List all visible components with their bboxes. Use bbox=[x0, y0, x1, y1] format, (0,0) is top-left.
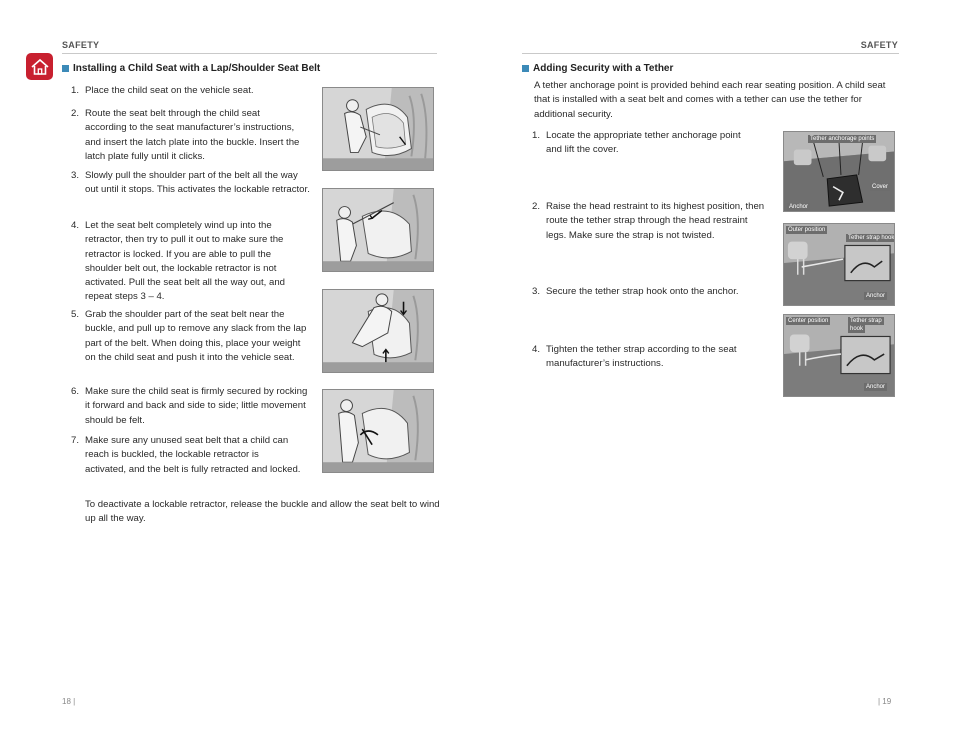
step-item bbox=[71, 84, 316, 98]
square-bullet-icon bbox=[62, 65, 69, 72]
callout-center-position: Center position bbox=[788, 318, 829, 324]
step-item bbox=[71, 308, 311, 365]
callout-anchorage-points: Tether anchorage points bbox=[810, 136, 875, 142]
step-item bbox=[532, 343, 762, 372]
step-number: 7. bbox=[71, 435, 80, 446]
step-item bbox=[71, 107, 301, 164]
callout-anchor: Anchor bbox=[866, 384, 886, 390]
step-number: 2. bbox=[71, 108, 80, 119]
rock-seat-illustration bbox=[322, 389, 434, 473]
heading-text: Adding Security with a Tether bbox=[533, 63, 674, 74]
right-page bbox=[480, 0, 960, 750]
step-item bbox=[532, 200, 767, 243]
step-number: 3. bbox=[532, 286, 541, 297]
step-number: 4. bbox=[532, 344, 541, 355]
tether-anchorage-figure bbox=[783, 131, 895, 212]
outer-position-figure bbox=[783, 223, 895, 306]
step-number: 3. bbox=[71, 170, 80, 181]
step-number: 1. bbox=[532, 130, 541, 141]
step-text: Route the seat belt through the child seat according to the seat manufacturer’s instructions, and insert the latch plate into the buckle. Insert the latch plate fully until it clicks. bbox=[85, 108, 300, 162]
step-text: Make sure any unused seat belt that a child can reach is buckled, the lockable retractor is activated, and the belt is fully retracted and locked. bbox=[85, 435, 301, 475]
step-number: 5. bbox=[71, 309, 80, 320]
callout-tether-hook: Tether strap hook bbox=[848, 235, 895, 241]
callout-tether-strap: Tether strap bbox=[850, 318, 882, 324]
callout-anchor: Anchor bbox=[789, 204, 809, 210]
step-item bbox=[71, 434, 301, 477]
step-text: Slowly pull the shoulder part of the belt all the way out until it stops. This activates the lockable retractor. bbox=[85, 170, 310, 196]
section-heading bbox=[522, 63, 673, 74]
header-rule bbox=[62, 53, 437, 54]
step-number: 2. bbox=[532, 201, 541, 212]
step-text: Place the child seat on the vehicle seat. bbox=[85, 85, 254, 96]
page-number: 18 | bbox=[62, 697, 76, 706]
step-text: Make sure the child seat is firmly secured by rocking it forward and back and side to side; little movement should be felt. bbox=[85, 386, 308, 426]
heading-text: Installing a Child Seat with a Lap/Shoulder Seat Belt bbox=[73, 63, 321, 74]
step-text: Raise the head restraint to its highest position, then route the tether strap through the head restraint legs. Make sure the strap is not twisted. bbox=[546, 201, 765, 241]
section-heading bbox=[62, 63, 320, 74]
section-label: SAFETY bbox=[860, 40, 898, 50]
step-text: Grab the shoulder part of the seat belt near the buckle, and pull up to remove any slack from the lap part of the belt. When doing this, place your weight on the child seat and push it into the vehicle seat. bbox=[85, 309, 307, 363]
callout-anchor: Anchor bbox=[866, 293, 886, 299]
note-paragraph: To deactivate a lockable retractor, release the buckle and allow the seat belt to wind up all the way. bbox=[85, 499, 440, 525]
step-item bbox=[71, 385, 311, 428]
intro-paragraph: A tether anchorage point is provided behind each rear seating position. A child seat that is installed with a seat belt and comes with a tether can use the tether for additional security. bbox=[534, 80, 886, 120]
step-item bbox=[71, 169, 311, 198]
step-text: Let the seat belt completely wind up into the retractor, then try to pull it out to make sure the retractor is locked. If you are able to pull the shoulder belt out, the lockable retractor is not activated. Pull the seat belt all the way out, and repeat steps 3 – 4. bbox=[85, 220, 285, 303]
section-label: SAFETY bbox=[62, 40, 100, 50]
center-position-figure bbox=[783, 314, 895, 397]
header-rule bbox=[522, 53, 899, 54]
step-text: Secure the tether strap hook onto the anchor. bbox=[546, 286, 739, 297]
step-number: 6. bbox=[71, 386, 80, 397]
step-number: 1. bbox=[71, 85, 80, 96]
child-seat-illustration bbox=[322, 87, 434, 171]
callout-hook: hook bbox=[850, 326, 864, 332]
step-text: Tighten the tether strap according to the seat manufacturer’s instructions. bbox=[546, 344, 737, 370]
callout-outer-position: Outer position bbox=[788, 227, 826, 233]
step-item bbox=[532, 129, 757, 158]
home-button[interactable] bbox=[26, 53, 53, 80]
step-number: 4. bbox=[71, 220, 80, 231]
pull-belt-illustration bbox=[322, 188, 434, 272]
step-item bbox=[71, 219, 303, 305]
square-bullet-icon bbox=[522, 65, 529, 72]
page-number: | 19 bbox=[878, 697, 892, 706]
step-item bbox=[532, 285, 772, 299]
callout-cover: Cover bbox=[872, 184, 889, 190]
home-icon bbox=[30, 57, 50, 77]
step-text: Locate the appropriate tether anchorage point and lift the cover. bbox=[546, 130, 741, 156]
push-seat-illustration bbox=[322, 289, 434, 373]
